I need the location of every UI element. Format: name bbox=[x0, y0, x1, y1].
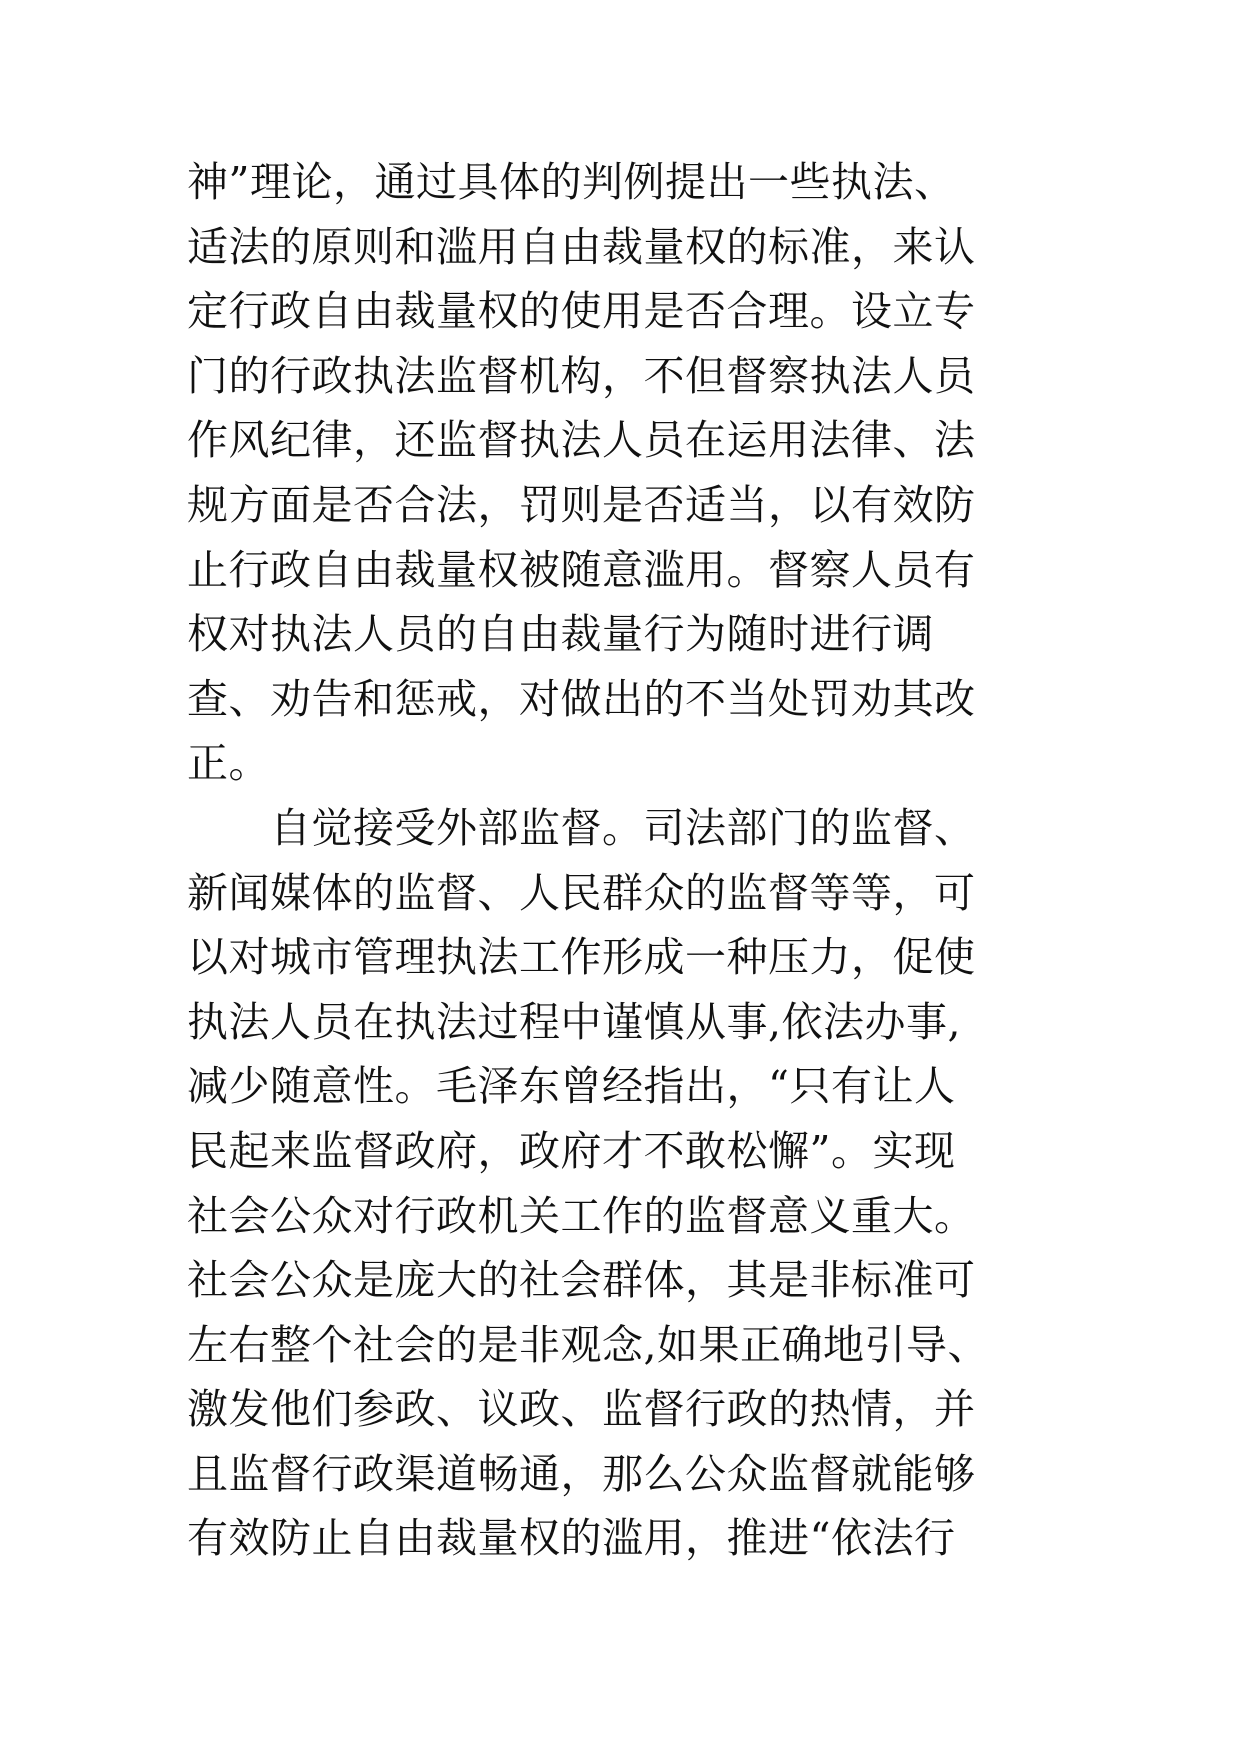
text-line: 止行政自由裁量权被随意滥用。督察人员有 bbox=[187, 545, 976, 594]
text-line: 神”理论，通过具体的判例提出一些执法、 bbox=[187, 158, 956, 206]
text-line: 作风纪律，还监督执法人员在运用法律、法 bbox=[187, 416, 976, 465]
paragraph-start-line: 自觉接受外部监督。司法部门的监督、 bbox=[187, 803, 976, 852]
text-line: 新闻媒体的监督、人民群众的监督等等，可 bbox=[187, 868, 976, 917]
text-line: 查、劝告和惩戒，对做出的不当处罚劝其改 bbox=[187, 674, 976, 723]
text-line: 民起来监督政府，政府才不敢松懈”。实现 bbox=[187, 1126, 956, 1175]
text-line: 门的行政执法监督机构，不但督察执法人员 bbox=[187, 351, 976, 400]
body-text bbox=[187, 150, 1087, 1571]
text-line: 正。 bbox=[187, 739, 270, 788]
text-line: 且监督行政渠道畅通，那么公众监督就能够 bbox=[187, 1449, 976, 1498]
text-line: 社会公众对行政机关工作的监督意义重大。 bbox=[187, 1191, 976, 1240]
text-line: 激发他们参政、议政、监督行政的热情，并 bbox=[187, 1385, 976, 1434]
text-line: 以对城市管理执法工作形成一种压力，促使 bbox=[187, 933, 976, 982]
text-line: 左右整个社会的是非观念,如果正确地引导、 bbox=[187, 1320, 990, 1369]
text-line: 执法人员在执法过程中谨慎从事,依法办事, bbox=[187, 997, 962, 1046]
text-line: 社会公众是庞大的社会群体，其是非标准可 bbox=[187, 1256, 976, 1305]
text-line: 规方面是否合法，罚则是否适当，以有效防 bbox=[187, 480, 976, 529]
text-line: 减少随意性。毛泽东曾经指出，“只有让人 bbox=[187, 1062, 956, 1111]
text-line: 定行政自由裁量权的使用是否合理。设立专 bbox=[187, 287, 976, 336]
text-line: 有效防止自由裁量权的滥用，推进“依法行 bbox=[187, 1514, 956, 1563]
text-line: 权对执法人员的自由裁量行为随时进行调 bbox=[187, 610, 934, 659]
text-line: 适法的原则和滥用自由裁量权的标准，来认 bbox=[187, 222, 976, 271]
